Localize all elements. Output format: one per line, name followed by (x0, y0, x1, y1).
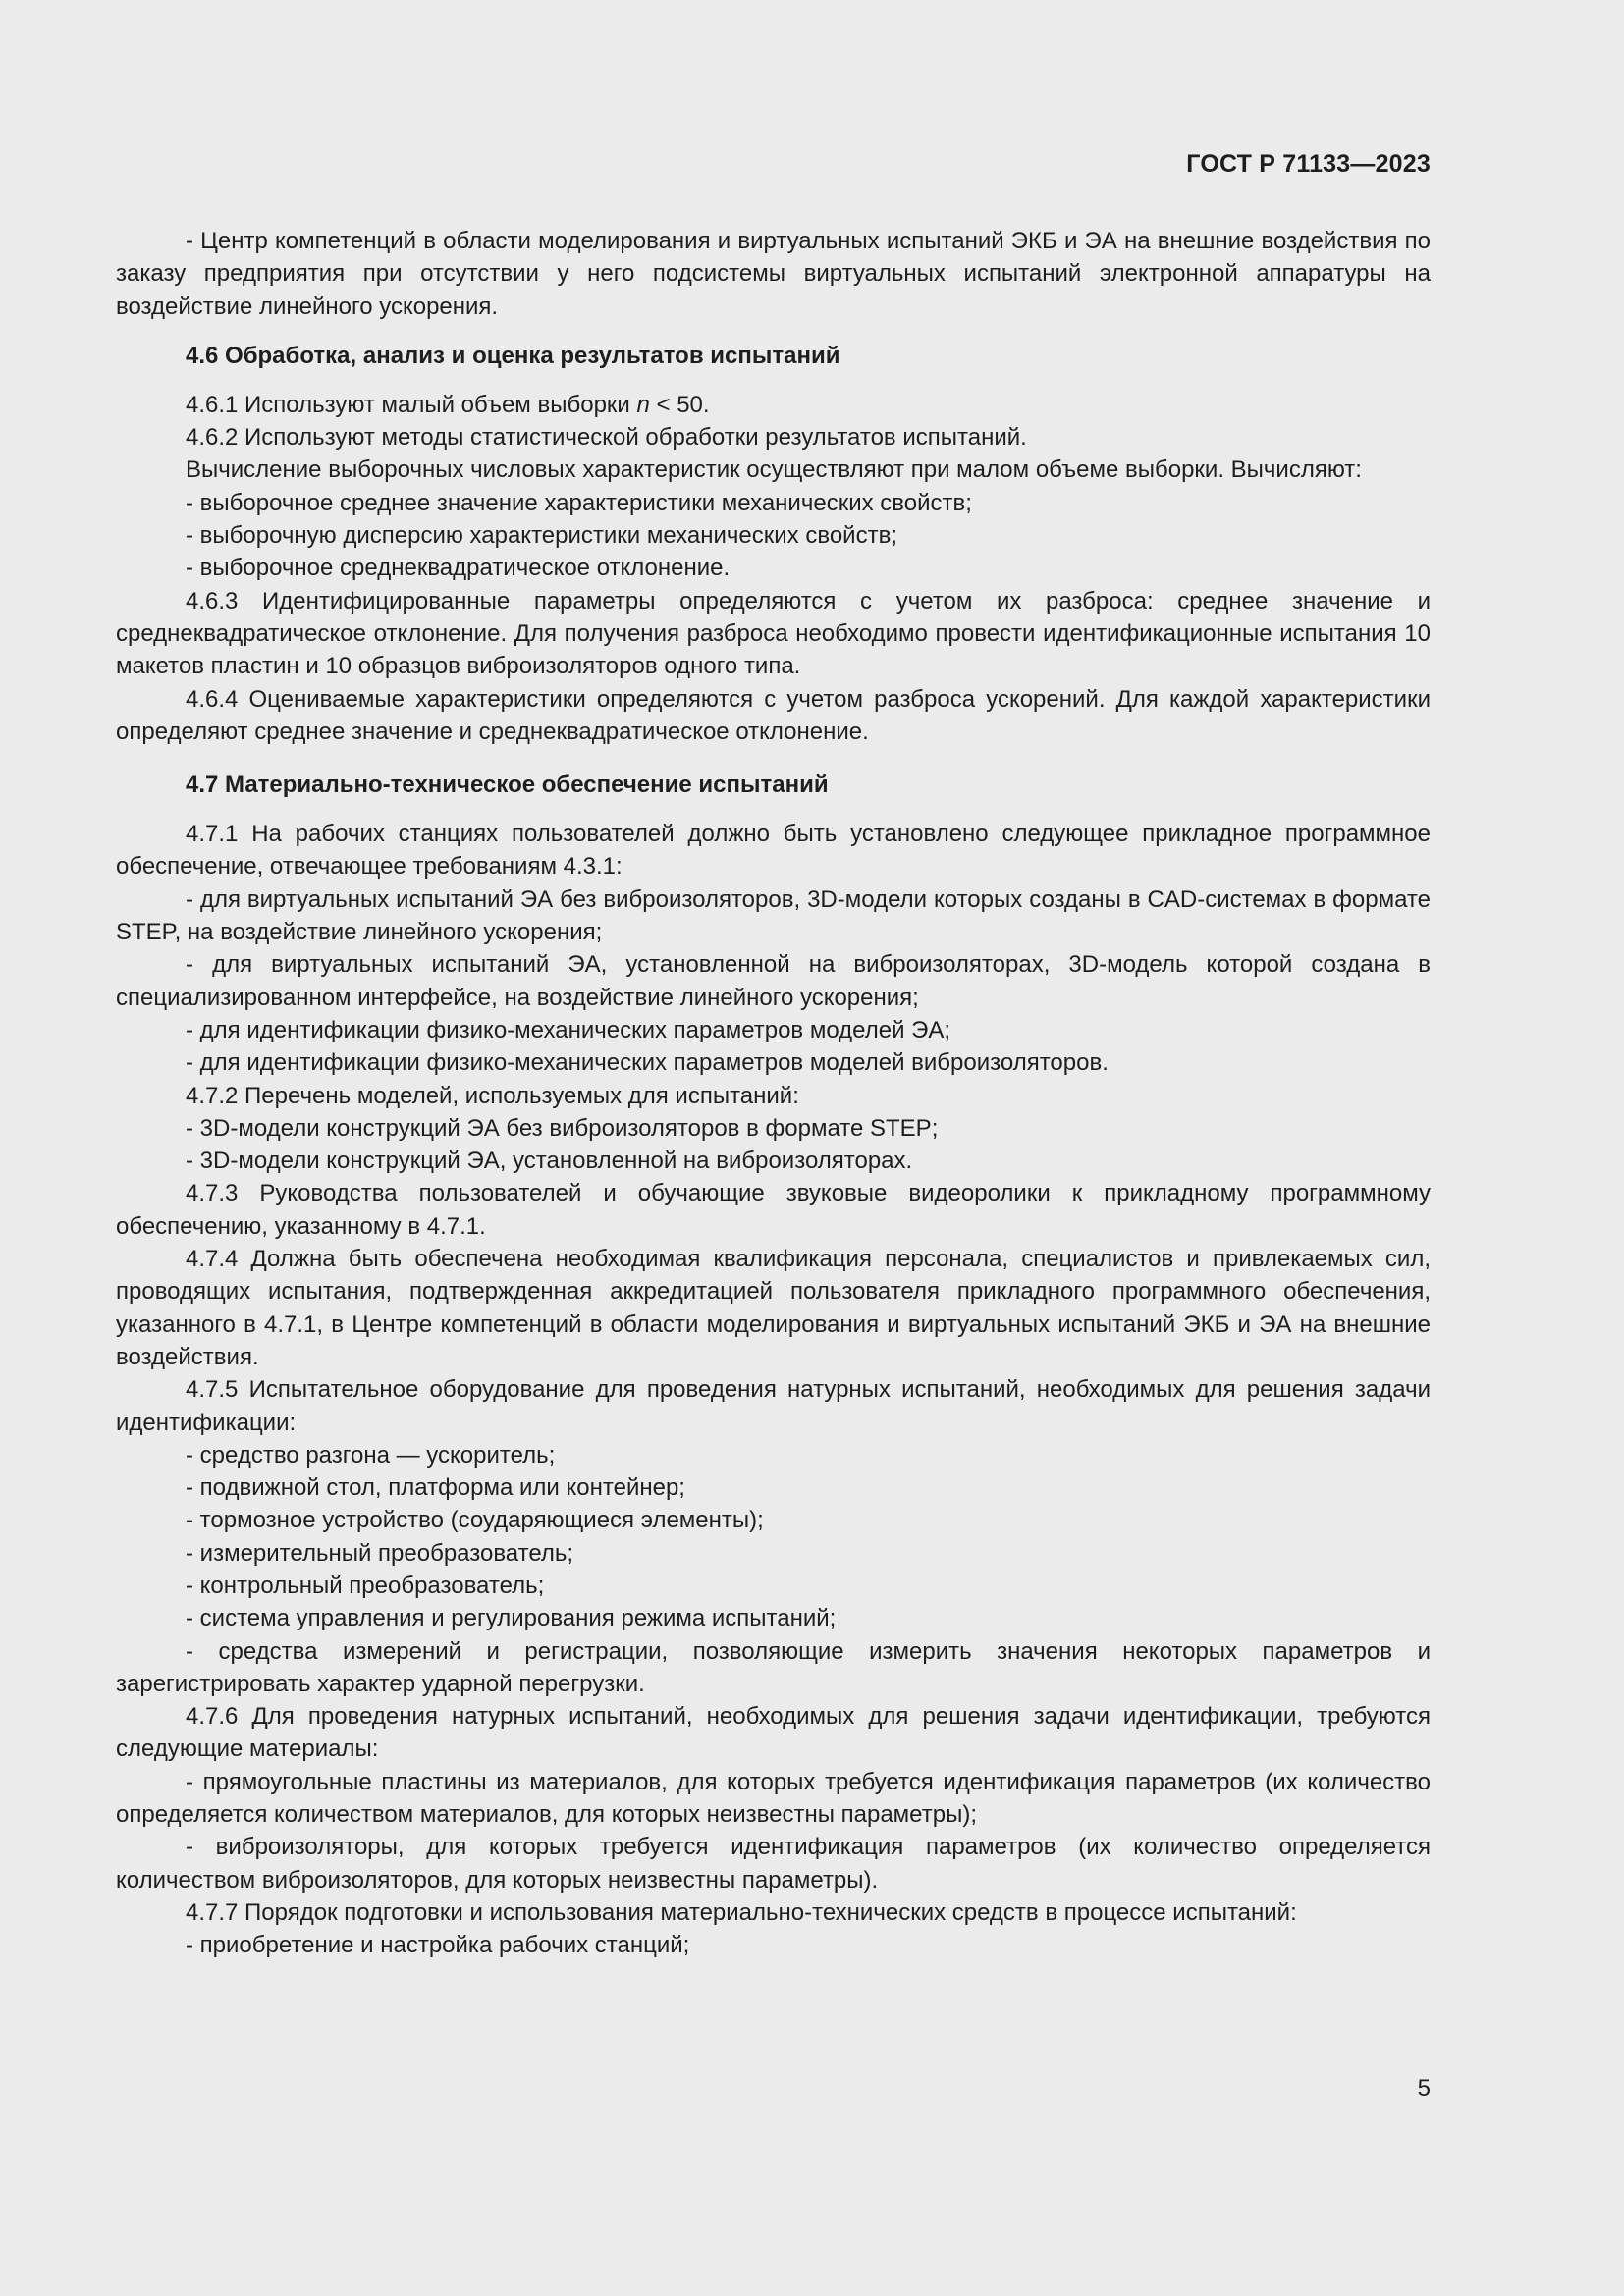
list-item: - 3D-модели конструкций ЭА без виброизоляторов в формате STEP; (186, 1114, 939, 1142)
paragraph-4-6-1 (116, 389, 1431, 421)
list-item: - контрольный преобразователь; (186, 1572, 545, 1599)
variable-n: n (636, 391, 650, 418)
list-item: - 3D-модели конструкций ЭА, установленной на виброизоляторах. (186, 1148, 913, 1175)
paragraph-4-6-1-suffix: < 50. (649, 391, 710, 418)
document-code-header: ГОСТ Р 71133—2023 (1186, 150, 1431, 178)
paragraph: - Центр компетенций в области моделирования и виртуальных испытаний ЭКБ и ЭА на внешние воздействия по заказу предприятия при отсутствии у него подсистемы виртуальных испытаний электронной аппаратуры на воздействие линейного ускорения. (116, 228, 1431, 320)
paragraph-4-7-5: 4.7.5 Испытательное оборудование для проведения натурных испытаний, необходимых для решения задачи идентификации: (116, 1376, 1431, 1436)
list-item: - выборочное среднеквадратическое отклонение. (186, 555, 731, 582)
paragraph-4-7-6: 4.7.6 Для проведения натурных испытаний, необходимых для решения задачи идентификации, требуются следующие материалы: (116, 1703, 1431, 1763)
document-page (116, 0, 1431, 2296)
list-item: - выборочное среднее значение характеристики механических свойств; (186, 489, 972, 516)
list-item: - для виртуальных испытаний ЭА, установленной на виброизоляторах, 3D-модель которой создана в специализированном интерфейсе, на воздействие линейного ускорения; (116, 951, 1431, 1011)
paragraph-4-7-3: 4.7.3 Руководства пользователей и обучающие звуковые видеоролики к прикладному программному обеспечению, указанному в 4.7.1. (116, 1180, 1431, 1240)
paragraph-4-7-7: 4.7.7 Порядок подготовки и использования материально-технических средств в процессе испытаний: (186, 1898, 1297, 1926)
paragraph-4-6-4: 4.6.4 Оцениваемые характеристики определяются с учетом разброса ускорений. Для каждой характеристики определяют среднее значение и среднеквадратическое отклонение. (116, 685, 1431, 745)
list-item: - тормозное устройство (соударяющиеся элементы); (186, 1507, 764, 1534)
section-heading-4-7: 4.7 Материально-техническое обеспечение испытаний (186, 772, 829, 799)
list-item: - система управления и регулирования режима испытаний; (186, 1605, 837, 1632)
list-item: - измерительный преобразователь; (186, 1539, 574, 1567)
list-item: - средства измерений и регистрации, позволяющие измерить значения некоторых параметров и зарегистрировать характер ударной перегрузки. (116, 1637, 1431, 1697)
list-item: - виброизоляторы, для которых требуется идентификация параметров (их количество определяется количеством виброизоляторов, для которых неизвестны параметры). (116, 1834, 1431, 1894)
list-item: - для идентификации физико-механических параметров моделей ЭА; (186, 1016, 951, 1043)
document-body (116, 225, 1431, 1962)
page-number: 5 (1417, 2075, 1431, 2102)
list-item: - для идентификации физико-механических параметров моделей виброизоляторов. (186, 1049, 1109, 1077)
paragraph-4-7-2: 4.7.2 Перечень моделей, используемых для испытаний: (186, 1082, 799, 1109)
section-heading-4-6: 4.6 Обработка, анализ и оценка результатов испытаний (186, 342, 840, 369)
list-item: - прямоугольные пластины из материалов, для которых требуется идентификация параметров (их количество определяется количеством материалов, для которых неизвестны параметры); (116, 1768, 1431, 1829)
paragraph-4-7-1: 4.7.1 На рабочих станциях пользователей должно быть установлено следующее прикладное программное обеспечение, отвечающее требованиям 4.3.1: (116, 821, 1431, 881)
paragraph-4-7-4: 4.7.4 Должна быть обеспечена необходимая квалификация персонала, специалистов и привлекаемых сил, проводящих испытания, подтвержденная аккредитацией пользователя прикладного программного обеспечения, указанного в 4.7.1, в Центре компетенций в области моделирования и виртуальных испытаний ЭКБ и ЭА на внешние воздействия. (116, 1246, 1431, 1370)
list-item: - подвижной стол, платформа или контейнер; (186, 1474, 685, 1502)
list-item: - для виртуальных испытаний ЭА без виброизоляторов, 3D-модели которых созданы в CAD-системах в формате STEP, на воздействие линейного ускорения; (116, 885, 1431, 946)
paragraph-4-6-1-text: 4.6.1 Используют малый объем выборки (186, 391, 637, 418)
paragraph-4-6-2: 4.6.2 Используют методы статистической обработки результатов испытаний. (186, 424, 1027, 452)
list-item: - выборочную дисперсию характеристики механических свойств; (186, 522, 897, 550)
list-item: - средство разгона — ускоритель; (186, 1441, 556, 1468)
list-item: - приобретение и настройка рабочих станций; (186, 1932, 690, 1959)
paragraph: Вычисление выборочных числовых характеристик осуществляют при малом объеме выборки. Вычисляют: (186, 456, 1362, 484)
paragraph-4-6-3: 4.6.3 Идентифицированные параметры определяются с учетом их разброса: среднее значение и среднеквадратическое отклонение. Для получения разброса необходимо провести идентификационные испытания 10 макетов пластин и 10 образцов виброизоляторов одного типа. (116, 587, 1431, 680)
